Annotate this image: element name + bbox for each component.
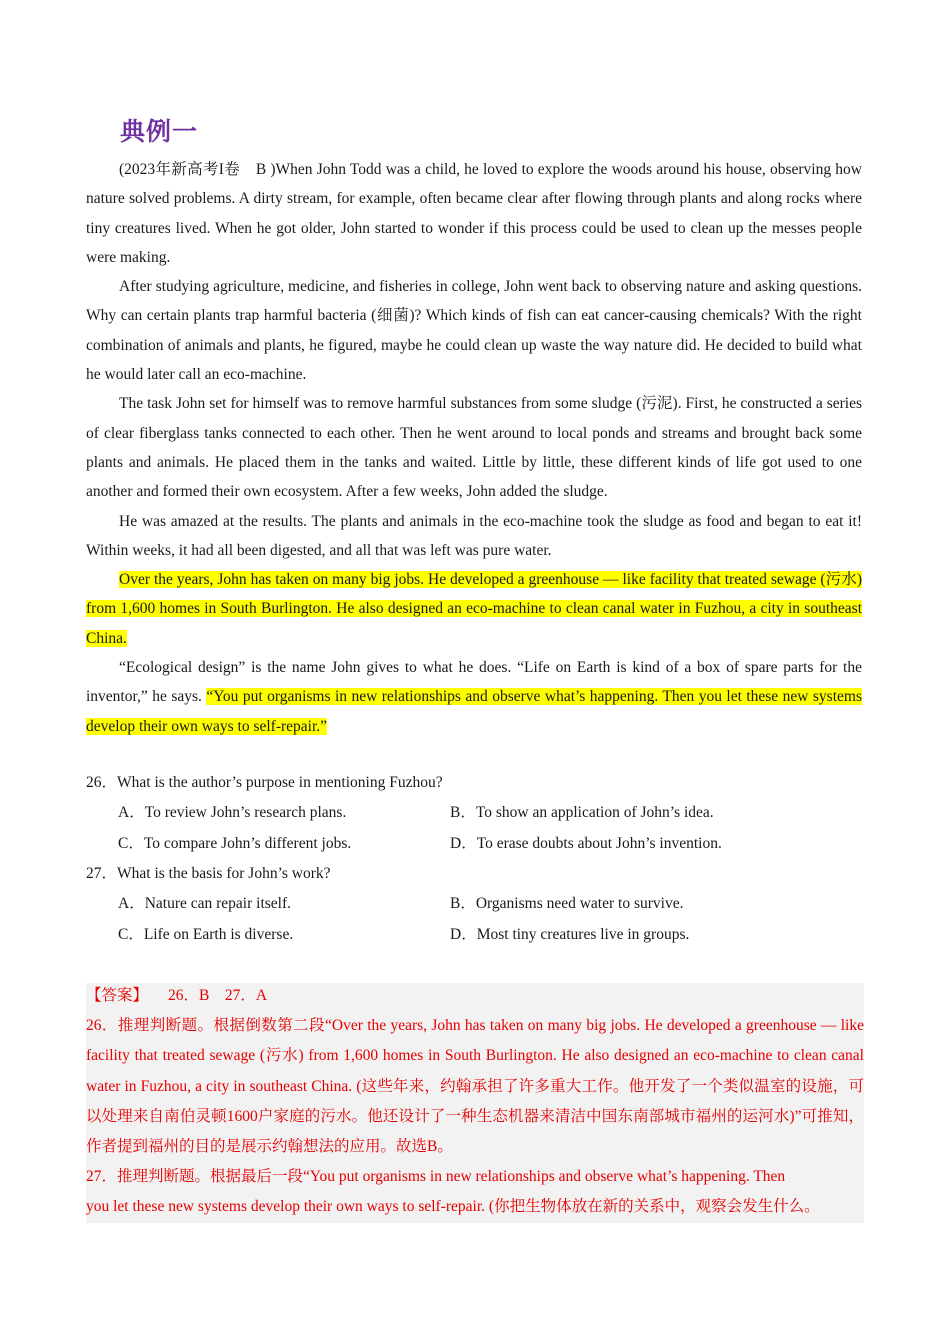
question-27-stem: 27．What is the basis for John’s work? (86, 865, 331, 882)
question-26-options-row-2 (86, 828, 862, 859)
example-title: 典例一 (120, 117, 199, 146)
option-26-c: C．To compare John’s different jobs. (118, 835, 352, 852)
option-27-d: D．Most tiny creatures live in groups. (450, 926, 690, 943)
answer-section (86, 981, 864, 1223)
option-26-d: D．To erase doubts about John’s invention. (450, 835, 722, 852)
answer-header (86, 981, 864, 1011)
option-26-a: A．To review John’s research plans. (118, 804, 347, 821)
reading-passage (86, 155, 862, 741)
option-27-c: C．Life on Earth is diverse. (118, 926, 294, 943)
paragraph-1: (2023年新高考I卷 B )When John Todd was a child, he loved to explore the woods around his house, observing how nature solved problems. A dirty stream, for example, often became clear after flowing through plants and along rocks where tiny creatures lived. When he got older, John started to wonder if this process could be used to clean up the messes people were making. (86, 161, 862, 266)
question-26-stem: 26．What is the author’s purpose in mentioning Fuzhou? (86, 774, 443, 791)
paragraph-2: After studying agriculture, medicine, and fisheries in college, John went back to observing nature and asking questions. Why can certain plants trap harmful bacteria (细菌)? Which kinds of fish can eat cancer-causing chemicals? With the right combination of animals and plants, he figured, maybe he could clean up waste the way nature did. He decided to build what he would later call an eco-machine. (86, 278, 862, 384)
highlighted-text: Over the years, John has taken on many big jobs. He developed a greenhouse — like facility that treated sewage (污水) from 1,600 homes in South Burlington. He also designed an eco-machine to clean canal water in Fuzhou, a city in southeast China. (86, 571, 862, 647)
explanation-27-line-2: you let these new systems develop their own ways to self-repair. (你把生物体放在新的关系中，观察会发生什么。 (86, 1198, 820, 1216)
option-27-b: B．Organisms need water to survive. (450, 895, 684, 912)
explanation-27-line-1: 27．推理判断题。根据最后一段“You put organisms in new relationships and observe what’s happening. Then (86, 1168, 786, 1186)
answer-keys: 26．B 27．A (168, 987, 268, 1004)
paragraph-4: He was amazed at the results. The plants and animals in the eco-machine took the sludge as food and began to eat it! Within weeks, it had all been digested, and all that was left was pure water. (86, 512, 862, 559)
explanation-26: 26．推理判断题。根据倒数第二段“Over the years, John has taken on many big jobs. He developed a greenhouse — like facility that treated sewage (污水) from 1,600 homes in South Burlington. He also designed an eco-machine to clean canal water in Fuzhou, a city in southeast China. (这些年来，约翰承担了许多重大工作。他开发了一个类似温室的设施，可以处理来自南伯灵顿1600户家庭的污水。他还设计了一种生态机器来清洁中国东南部城市福州的运河水)”可推知，作者提到福州的目的是展示约翰想法的应用。故选B。 (86, 1017, 864, 1156)
answer-label: 【答案】 (86, 987, 149, 1004)
paragraph-6 (86, 653, 862, 741)
question-27-options-row-2 (86, 919, 862, 950)
question-27-options-row-1 (86, 888, 862, 919)
paragraph-3: The task John set for himself was to remove harmful substances from some sludge (污泥). First, he constructed a series of clear fiberglass tanks connected to each other. Then he went around to local ponds and streams and brought back some plants and animals. He placed them in the tanks and waited. Little by little, these different kinds of life got used to one another and formed their own ecosystem. After a few weeks, John added the sludge. (86, 395, 862, 501)
paragraph-6-text: “Ecological design” is the name John gives to what he does. “Life on Earth is kind of a box of spare parts for the inventor,” he says. (86, 659, 862, 706)
highlighted-quote: “You put organisms in new relationships and observe what’s happening. Then you let these new systems develop their own ways to self-repair.” (86, 688, 862, 735)
question-26-options-row-1 (86, 797, 862, 828)
option-26-b: B．To show an application of John’s idea. (450, 804, 714, 821)
question-list (86, 768, 862, 950)
paragraph-5 (86, 565, 862, 653)
option-27-a: A．Nature can repair itself. (118, 895, 292, 912)
